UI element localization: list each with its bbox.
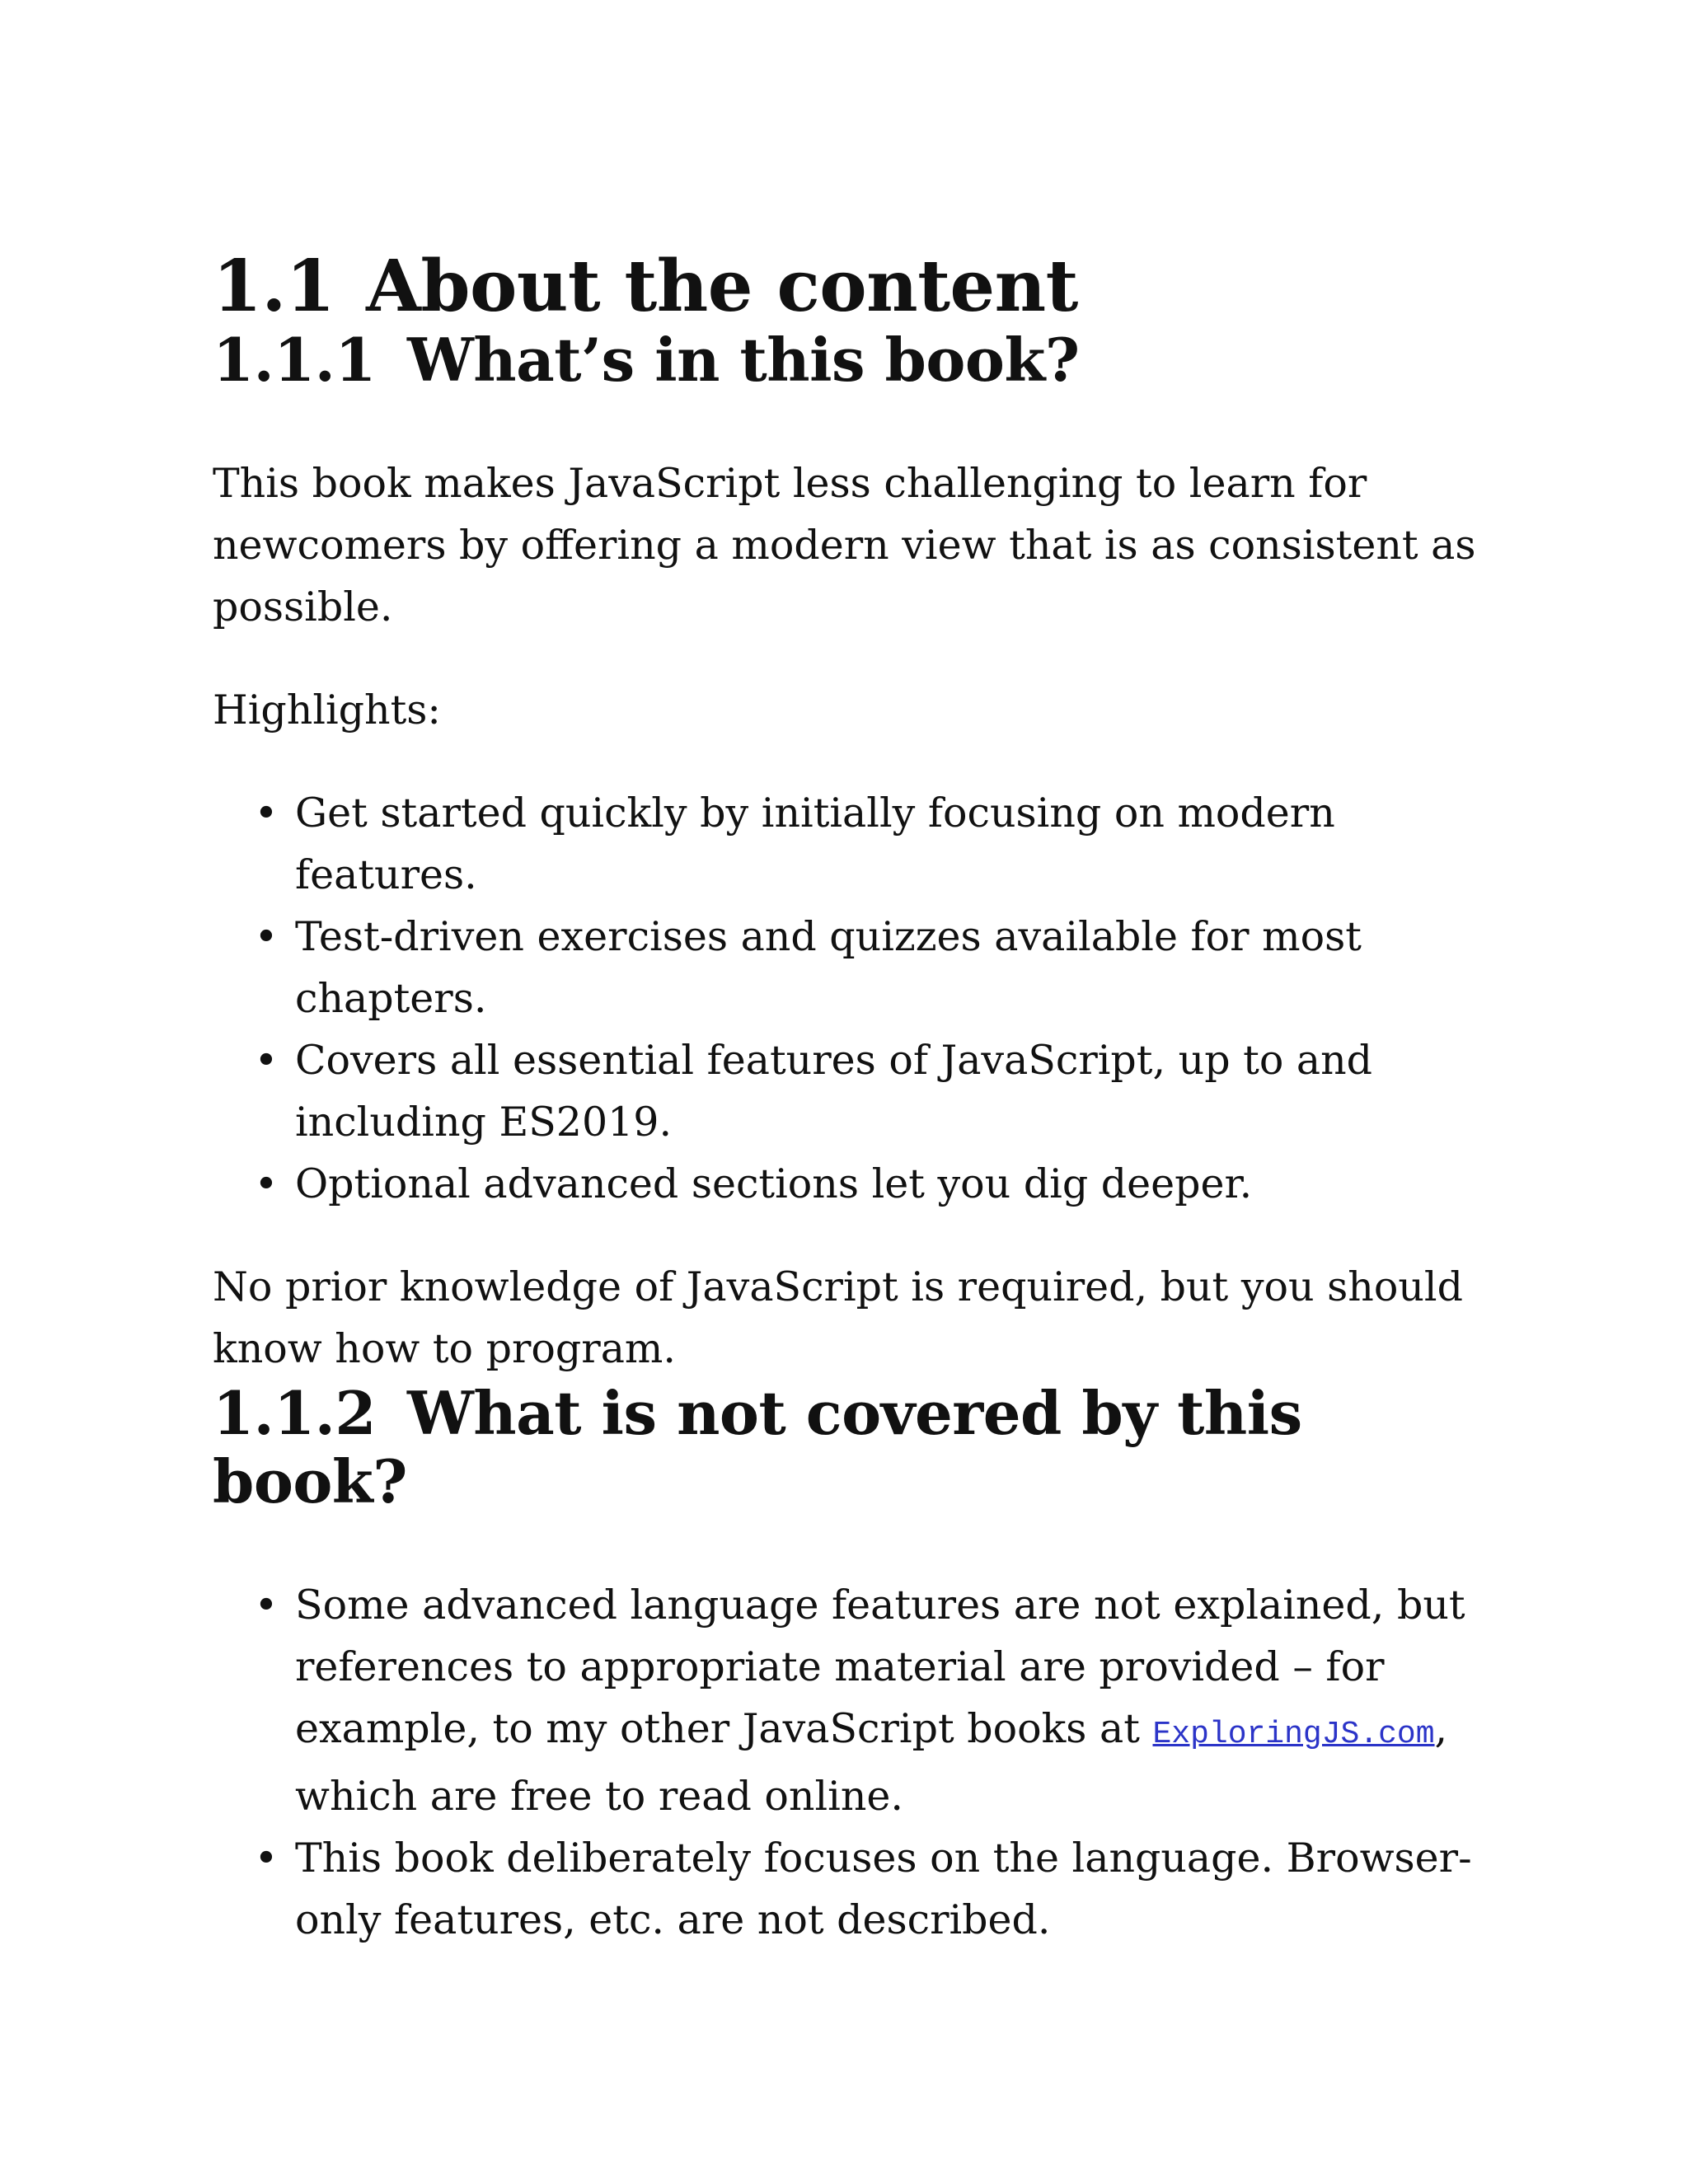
list-item (213, 1827, 1498, 1951)
subsection-heading-not-covered (213, 1380, 1498, 1516)
bullet-icon: • (254, 1160, 279, 1208)
exploringjs-link[interactable]: ExploringJS.com (1152, 1716, 1435, 1752)
subsection-heading-whats-in (213, 326, 1498, 395)
section-number: 1.1 (213, 245, 335, 328)
list-item-text: Get started quickly by initially focusing on modern features. (295, 790, 1335, 899)
not-covered-list (213, 1574, 1498, 1951)
section-title: About the content (366, 245, 1078, 328)
bullet-icon: • (254, 1834, 279, 1882)
intro-paragraph: This book makes JavaScript less challenging to learn for newcomers by offering a modern view that is as consistent as possible. (213, 460, 1476, 631)
list-item-text-before-link: Some advanced language features are not explained, but references to appropriate material are provided – for example, to my other JavaScript books at (295, 1581, 1465, 1752)
bullet-icon: • (254, 1581, 279, 1629)
list-item-text: This book deliberately focuses on the language. Browser-only features, etc. are not described. (295, 1834, 1472, 1943)
list-item-text: Covers all essential features of JavaScript, up to and including ES2019. (295, 1037, 1373, 1146)
section-heading (213, 247, 1498, 326)
highlights-list (213, 782, 1498, 1215)
list-item-text-after-link: , which are free to read online. (295, 1704, 1448, 1820)
list-item (213, 906, 1498, 1029)
subsection-title: What’s in this book? (406, 325, 1080, 396)
bullet-icon: • (254, 913, 279, 961)
list-item (213, 1153, 1498, 1215)
subsection-title: What is not covered by this book? (213, 1378, 1302, 1516)
list-item-text: Test-driven exercises and quizzes available for most chapters. (295, 913, 1362, 1023)
list-item-text: Optional advanced sections let you dig deeper. (295, 1160, 1253, 1208)
page-content (213, 247, 1498, 1951)
list-item (213, 782, 1498, 906)
highlights-label: Highlights: (213, 687, 441, 734)
list-item (213, 1574, 1498, 1827)
prior-knowledge-paragraph: No prior knowledge of JavaScript is required, but you should know how to program. (213, 1263, 1463, 1373)
subsection-number: 1.1.1 (213, 325, 376, 396)
bullet-icon: • (254, 1037, 279, 1085)
subsection-number: 1.1.2 (213, 1378, 376, 1449)
bullet-icon: • (254, 790, 279, 837)
list-item (213, 1029, 1498, 1153)
